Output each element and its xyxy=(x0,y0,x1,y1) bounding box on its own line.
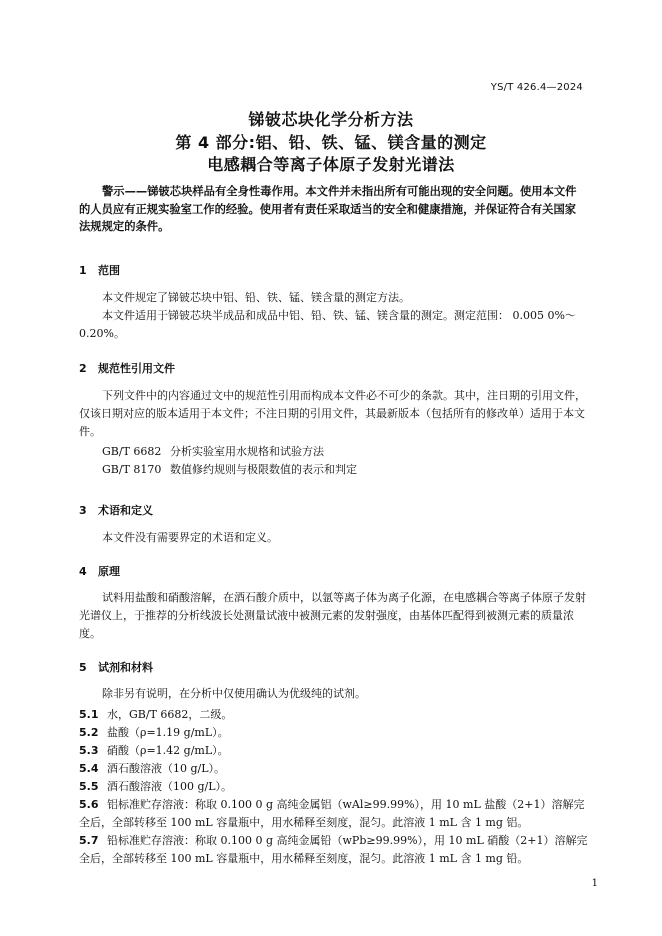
reference-title: 分析实验室用水规格和试验方法 xyxy=(170,445,324,458)
reference-code: GB/T 6682 xyxy=(102,445,162,458)
list-item xyxy=(79,796,591,832)
list-item xyxy=(79,760,591,778)
list-item xyxy=(79,742,591,760)
item-text: 硝酸（ρ=1.42 g/mL）。 xyxy=(107,744,229,757)
item-text: 铝标准贮存溶液：称取 0.100 0 g 高纯金属铝（wAl≥99.99%），用 10 mL 盐酸（2+1）溶解完全后，全部转移至 100 mL 容量瓶中，用水稀释至刻度，混匀。此溶液 1 mL 含 1 mg 铝。 xyxy=(79,798,585,829)
section-number: 4 xyxy=(79,565,87,578)
item-text: 铅标准贮存溶液：称取 0.100 0 g 高纯金属铅（wPb≥99.99%），用 10 mL 硝酸（2+1）溶解完全后，全部转移至 100 mL 容量瓶中，用水稀释至刻度，混匀。此溶液 1 mL 含 1 mg 铅。 xyxy=(79,834,588,865)
section-title: 试剂和材料 xyxy=(98,661,153,674)
title-line-1: 锑铍芯块化学分析方法 xyxy=(248,110,414,129)
paragraph: 本文件规定了锑铍芯块中铝、铅、铁、锰、镁含量的测定方法。 xyxy=(102,291,410,304)
list-item xyxy=(79,832,591,868)
section-heading-1 xyxy=(79,262,120,278)
section-heading-3 xyxy=(79,502,153,518)
section-number: 3 xyxy=(79,504,87,517)
standard-code: YS/T 426.4—2024 xyxy=(490,82,583,93)
section-number: 1 xyxy=(79,264,87,277)
item-number: 5.3 xyxy=(79,744,99,757)
warning-paragraph: 警示——锑铍芯块样品有全身性毒作用。本文件并未指出所有可能出现的安全问题。使用本文件的人员应有正规实验室工作的经验。使用者有责任采取适当的安全和健康措施，并保证符合有关国家法规规定的条件。 xyxy=(79,185,577,234)
section-title: 术语和定义 xyxy=(98,504,153,517)
section-title: 范围 xyxy=(98,264,120,277)
item-number: 5.2 xyxy=(79,726,99,739)
page-number: 1 xyxy=(591,878,598,889)
title-line-2: 第 4 部分:铝、铅、铁、锰、镁含量的测定 xyxy=(175,133,487,152)
item-number: 5.1 xyxy=(79,708,99,721)
item-text: 酒石酸溶液（10 g/L）。 xyxy=(107,762,226,775)
reference-item xyxy=(102,443,324,459)
list-item xyxy=(79,724,591,742)
section-number: 2 xyxy=(79,362,87,375)
list-item xyxy=(79,706,591,724)
reference-title: 数值修约规则与极限数值的表示和判定 xyxy=(170,463,357,476)
paragraph: 本文件没有需要界定的术语和定义。 xyxy=(102,531,278,544)
title-line-3: 电感耦合等离子体原子发射光谱法 xyxy=(207,155,455,174)
section-title: 原理 xyxy=(98,565,120,578)
section-heading-4 xyxy=(79,563,120,579)
item-text: 盐酸（ρ=1.19 g/mL）。 xyxy=(107,726,229,739)
paragraph: 除非另有说明，在分析中仅使用确认为优级纯的试剂。 xyxy=(102,687,366,700)
paragraph: 试料用盐酸和硝酸溶解，在酒石酸介质中，以氩等离子体为离子化源，在电感耦合等离子体原子发射光谱仪上，于推荐的分析线波长处测量试液中被测元素的发射强度，由基体匹配得到被测元素的质量浓度。 xyxy=(79,591,586,640)
section-title: 规范性引用文件 xyxy=(98,362,175,375)
list-item xyxy=(79,778,591,796)
reference-item xyxy=(102,461,357,477)
section-heading-2 xyxy=(79,360,175,376)
section-number: 5 xyxy=(79,661,87,674)
item-number: 5.4 xyxy=(79,762,99,775)
section-heading-5 xyxy=(79,659,153,675)
item-number: 5.7 xyxy=(79,834,99,847)
item-number: 5.5 xyxy=(79,780,99,793)
paragraph: 本文件适用于锑铍芯块半成品和成品中铝、铅、铁、锰、镁含量的测定。测定范围： 0.005 0%～0.20%。 xyxy=(79,309,576,340)
item-number: 5.6 xyxy=(79,798,99,811)
item-text: 酒石酸溶液（100 g/L）。 xyxy=(107,780,233,793)
reference-code: GB/T 8170 xyxy=(102,463,162,476)
paragraph: 下列文件中的内容通过文中的规范性引用而构成本文件必不可少的条款。其中，注日期的引用文件，仅该日期对应的版本适用于本文件；不注日期的引用文件，其最新版本（包括所有的修改单）适用于本文件。 xyxy=(79,389,586,438)
item-text: 水，GB/T 6682，二级。 xyxy=(107,708,233,721)
